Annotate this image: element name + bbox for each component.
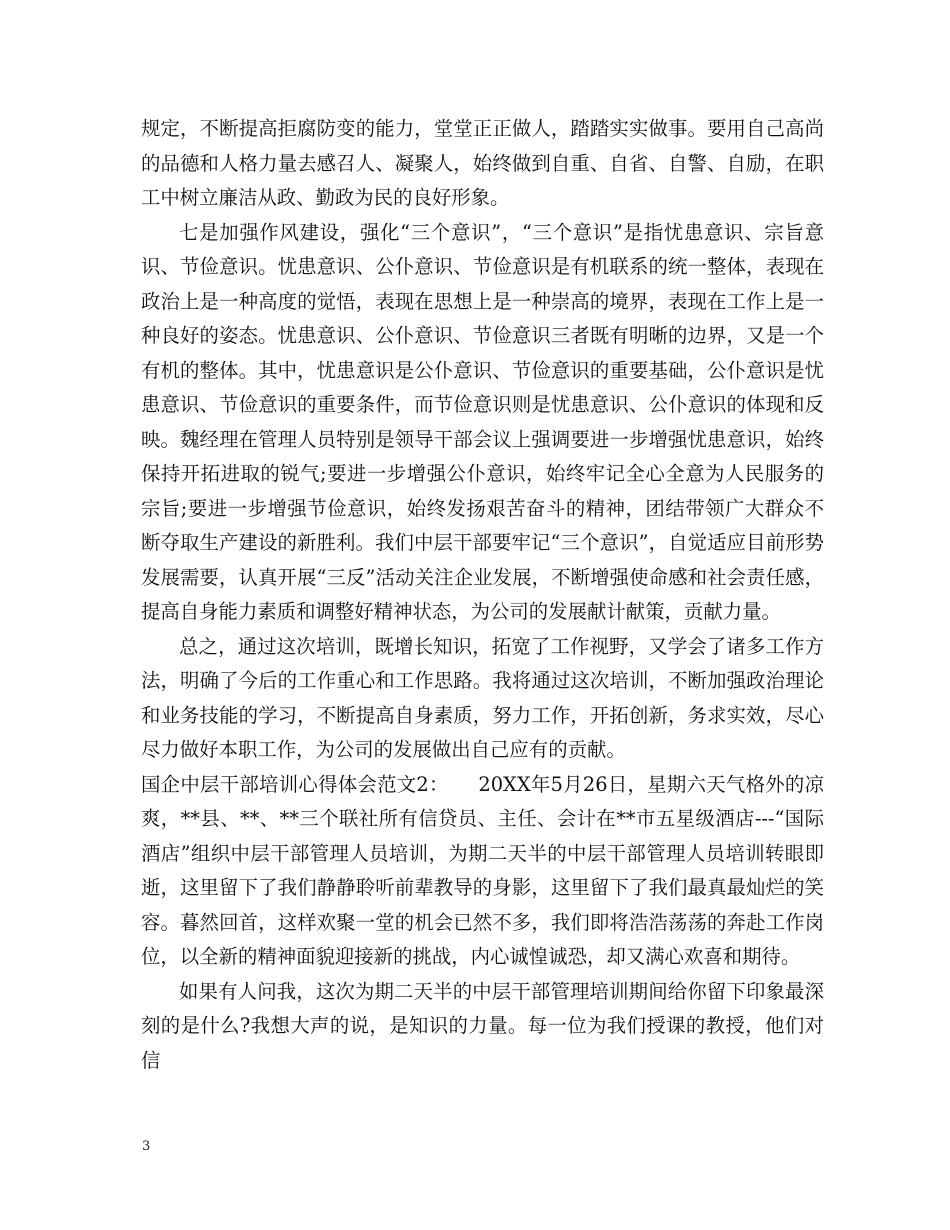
paragraph-2: 七是加强作风建设，强化“三个意识”，“三个意识”是指忧患意识、宗旨意识、节俭意识。忧患意识、公仆意识、节俭意识是有机联系的统一整体，表现在政治上是一种高度的觉悟，表现在思想上是一种崇高的境界，表现在工作上是一种良好的姿态。忧患意识、公仆意识、节俭意识三者既有明晰的边界，又是一个有机的整体。其中，忧患意识是公仆意识、节俭意识的重要基础，公仆意识是忧患意识、节俭意识的重要条件，而节俭意识则是忧患意识、公仆意识的体现和反映。魏经理在管理人员特别是领导干部会议上强调要进一步增强忧患意识，始终保持开拓进取的锐气;要进一步增强公仆意识，始终牢记全心全意为人民服务的宗旨;要进一步增强节俭意识，始终发扬艰苦奋斗的精神，团结带领广大群众不断夺取生产建设的新胜利。我们中层干部要牢记“三个意识”，自觉适应目前形势发展需要，认真开展“三反”活动关注企业发展，不断增强使命感和社会责任感，提高自身能力素质和调整好精神状态，为公司的发展献计献策，贡献力量。 [141, 220, 824, 623]
paragraph-3: 总之，通过这次培训，既增长知识，拓宽了工作视野，又学会了诸多工作方法，明确了今后的工作重心和工作思路。我将通过这次培训，不断加强政治理论和业务技能的学习，不断提高自身素质，努力工作，开拓创新，务求实效，尽心尽力做好本职工作，为公司的发展做出自己应有的贡献。 [141, 634, 824, 761]
page-number: 3 [142, 1139, 151, 1154]
document-body [141, 112, 824, 1078]
paragraph-1: 规定，不断提高拒腐防变的能力，堂堂正正做人，踏踏实实做事。要用自己高尚的品德和人格力量去感召人、凝聚人，始终做到自重、自省、自警、自励，在职工中树立廉洁从政、勤政为民的良好形象。 [141, 117, 824, 209]
paragraph-5: 如果有人问我，这次为期二天半的中层干部管理培训期间给你留下印象最深刻的是什么?我想大声的说，是知识的力量。每一位为我们授课的教授，他们对信 [141, 979, 824, 1072]
paragraph-4: 国企中层干部培训心得体会范文2： 20XX年5月26日，星期六天气格外的凉爽，**县、**、**三个联社所有信贷员、主任、会计在**市五星级酒店---“国际酒店”组织中层干部管理人员培训，为期二天半的中层干部管理人员培训转眼即逝，这里留下了我们静静聆听前辈教导的身影，这里留下了我们最真最灿烂的笑容。暮然回首，这样欢聚一堂的机会已然不多，我们即将浩浩荡荡的奔赴工作岗位，以全新的精神面貌迎接新的挑战，内心诚惶诚恐，却又满心欢喜和期待。 [141, 772, 824, 968]
